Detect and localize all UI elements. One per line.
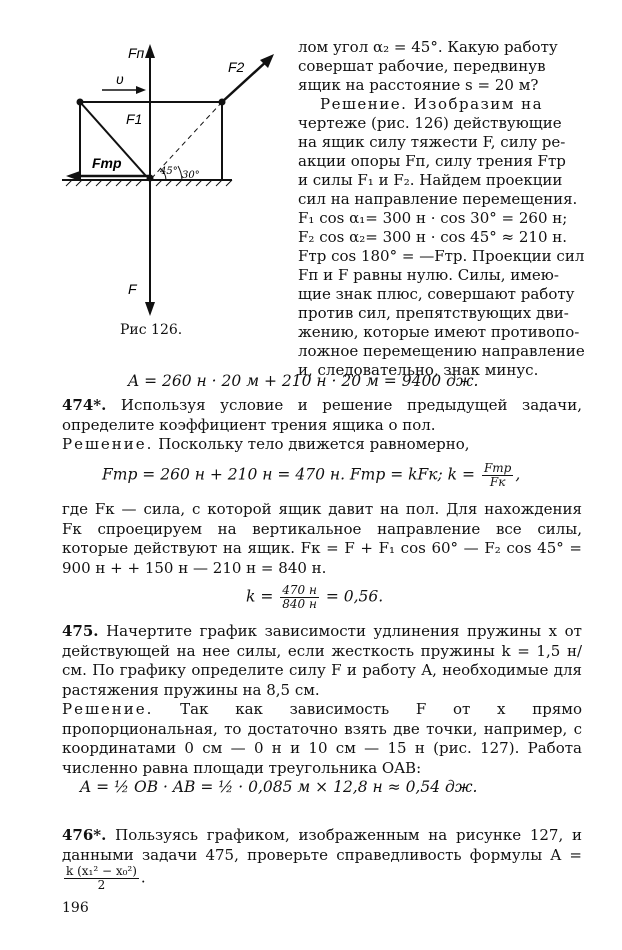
- fraction: [280, 584, 319, 611]
- formula-work: A = 260 н · 20 м + 210 н · 20 м = 9400 дж.: [128, 372, 479, 390]
- text-line: и силы F₁ и F₂. Найдем проекции: [298, 171, 563, 189]
- text-line: против сил, препятствующих дви-: [298, 304, 569, 322]
- v-arrowhead: [136, 86, 146, 94]
- problem-number: 475.: [62, 622, 99, 640]
- text-line: Fп и F равны нулю. Силы, имею-: [298, 266, 559, 284]
- point-b: [219, 99, 226, 106]
- label-fn: Fп: [128, 45, 145, 61]
- label-v: υ: [116, 71, 124, 87]
- problem-474: [62, 396, 582, 435]
- label-f: F: [128, 281, 137, 297]
- text-line: F₁ cos α₁= 300 н · cos 30° = 260 н;: [298, 209, 568, 227]
- fraction-top: 470 н: [282, 583, 317, 597]
- text-line: совершат рабочие, передвинув: [298, 57, 546, 75]
- formula-left: k =: [246, 587, 274, 606]
- label-30: 30°: [182, 170, 200, 181]
- fraction-top: Fтр: [483, 461, 512, 475]
- fraction-bottom: Fк: [489, 475, 506, 489]
- fraction-top: k (x₁² − x₀²): [66, 864, 137, 878]
- solution-label: Решение.: [62, 435, 154, 453]
- problem-text: Пользуясь графиком, изображенным на рисунке 127, и данными задачи 475, проверьте справедливость формулы A =: [62, 826, 582, 864]
- text-line: Fтр cos 180° = —Fтр. Проекции сил: [298, 247, 585, 265]
- solution-474: [62, 435, 582, 455]
- problem-475: [62, 622, 582, 700]
- text-line: акции опоры Fп, силу трения Fтр: [298, 152, 566, 170]
- figure-caption: Рис 126.: [120, 322, 183, 338]
- page-number: 196: [62, 900, 89, 916]
- figure-126: [62, 40, 292, 340]
- point-o: [147, 175, 154, 182]
- text-474-2: где Fк — сила, с которой ящик давит на пол. Для нахождения Fк спроецируем на вертикальное направление все силы, которые действуют на ящик. Fк = F + F₁ cos 60° — F₂ cos 45° = 900 н + + 150 н — 210 н = 840 н.: [62, 500, 582, 577]
- text-line: сил на направление перемещения.: [298, 190, 578, 208]
- formula-text: Fтр = 260 н + 210 н = 470 н. Fтр = kFк; k =: [102, 465, 475, 484]
- formula-475: A = ½ OB · AB = ½ · 0,085 м × 12,8 н ≈ 0,54 дж.: [80, 778, 478, 796]
- problem-text: Используя условие и решение предыдущей задачи, определите коэффициент трения ящика о пол.: [62, 396, 582, 434]
- text-line: чертеже (рис. 126) действующие: [298, 114, 562, 132]
- problem-number: 476*.: [62, 826, 107, 844]
- solution-text: Так как зависимость F от x прямо пропорциональная, то достаточно взять две точки, например, с координатами 0 см — 0 н и 10 см — 15 н (рис. 127). Работа численно равна площади треугольника OAB:: [62, 700, 582, 777]
- label-45: 45°: [160, 166, 178, 177]
- text-line: жению, которые имеют противопо-: [298, 323, 580, 341]
- label-ftr: Fтр: [92, 155, 122, 171]
- problem-476: 476*. Пользуясь графиком, изображенным на рисунке 127, и данными задачи 475, проверьте справедливость формулы A = $\frac{\text{k (x₁² − x₀²)}}{2}$ .: [62, 826, 582, 892]
- text-line: лом угол α₂ = 45°. Какую работу: [298, 38, 558, 56]
- solution-label: Решение.: [62, 700, 154, 718]
- problem-text: Начертите график зависимости удлинения пружины x от действующей на нее силы, если жесткость пружины k = 1,5 н/см. По графику определите силу F и работу A, необходимые для растяжения пружины на 8,5 см.: [62, 622, 582, 699]
- formula-474-2: [246, 584, 383, 611]
- fn-arrowhead: [145, 44, 155, 58]
- text-line: на ящик силу тяжести F, силу ре-: [298, 133, 566, 151]
- text-line: щие знак плюс, совершают работу: [298, 285, 575, 303]
- right-column: [298, 38, 583, 380]
- formula-right: = 0,56.: [325, 587, 384, 606]
- text-line: F₂ cos α₂= 300 н · cos 45° ≈ 210 н.: [298, 228, 568, 246]
- fraction: [482, 462, 513, 489]
- solution-475: [62, 700, 582, 778]
- text-line: ложное перемещению направление: [298, 342, 585, 360]
- f-arrowhead: [145, 302, 155, 316]
- text-line: ящик на расстояние s = 20 м?: [298, 76, 539, 94]
- fraction-bottom: 2: [97, 878, 106, 892]
- text-line: Решение. Изобразим на: [320, 95, 544, 113]
- solution-text: Поскольку тело движется равномерно,: [158, 435, 470, 453]
- formula-474-1: Fтр = 260 н + 210 н = 470 н. Fтр = kFк; k = $\frac{\text{Fтр}}{Fк}$ ,: [102, 461, 521, 489]
- fraction-bottom: 840 н: [282, 597, 317, 611]
- fraction: [64, 865, 139, 892]
- label-f1: F1: [126, 111, 143, 127]
- problem-number: 474*.: [62, 396, 107, 414]
- label-f2: F2: [228, 59, 245, 75]
- point-a: [77, 99, 84, 106]
- text-line: и, следовательно, знак минус.: [298, 361, 539, 379]
